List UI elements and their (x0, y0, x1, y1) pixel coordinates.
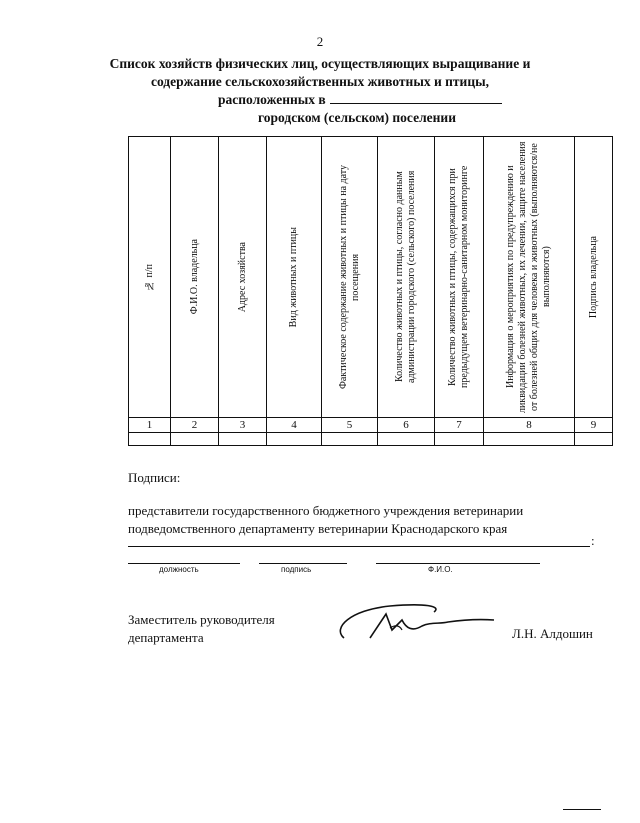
households-table (128, 136, 613, 446)
empty-cell (219, 433, 267, 446)
header-actual-keeping: Фактическое содержание животных и птицы на дату посещения (337, 164, 361, 390)
signature-colon: : (591, 533, 595, 548)
title-line-4: городском (сельском) поселении (258, 110, 456, 125)
title-line-3 (218, 92, 502, 108)
empty-cell (129, 433, 171, 446)
header-measures-info: Информация о мероприятиях по предупреждению и ликвидации болезней животных, их лечении, защите населения от болезней общих для человека и животных (выполняются/не выполняются) (505, 141, 552, 413)
representatives-line-1: представители государственного бюджетного учреждения ветеринарии (128, 503, 524, 518)
column-number: 2 (171, 418, 219, 433)
column-number: 1 (129, 418, 171, 433)
position-line (128, 563, 240, 564)
representatives-line-2: подведомственного департаменту ветеринарии Краснодарского края (128, 521, 508, 536)
empty-cell (322, 433, 378, 446)
table-number-row (129, 418, 613, 433)
column-number: 5 (322, 418, 378, 433)
column-number: 6 (378, 418, 435, 433)
column-number: 4 (267, 418, 322, 433)
header-cell (378, 137, 435, 418)
column-number: 3 (219, 418, 267, 433)
header-cell (484, 137, 575, 418)
header-owner-signature: Подпись владельца (587, 235, 599, 319)
fio-line (376, 563, 540, 564)
page-number: 2 (316, 34, 324, 49)
header-cell (322, 137, 378, 418)
caption-fio: Ф.И.О. (428, 565, 453, 574)
deputy-title-line-1: Заместитель руководителя (128, 612, 275, 627)
table-empty-row (129, 433, 613, 446)
empty-cell (575, 433, 613, 446)
header-address: Адрес хозяйства (236, 241, 248, 313)
header-cell (435, 137, 484, 418)
caption-position: должность (159, 565, 199, 574)
header-animal-type: Вид животных и птицы (288, 226, 299, 328)
column-number: 7 (435, 418, 484, 433)
empty-cell (484, 433, 575, 446)
signatures-label: Подписи: (128, 470, 181, 485)
column-number: 9 (575, 418, 613, 433)
settlement-blank (330, 92, 502, 104)
caption-signature: подпись (281, 565, 312, 574)
header-cell (219, 137, 267, 418)
empty-cell (378, 433, 435, 446)
title-line-1: Список хозяйств физических лиц, осуществляющих выращивание и (109, 56, 531, 71)
empty-cell (267, 433, 322, 446)
table-header-row (129, 137, 613, 418)
title-line-3-text: расположенных в (218, 92, 326, 107)
empty-cell (171, 433, 219, 446)
deputy-name: Л.Н. Алдошин (512, 626, 593, 641)
header-previous-count: Количество животных и птицы, содержащихся при предыдущем ветеринарно-санитарном мониторинге (447, 165, 470, 389)
title-line-2: содержание сельскохозяйственных животных и птицы, (150, 74, 490, 89)
deputy-title-line-2: департамента (128, 630, 204, 645)
handwritten-signature (330, 598, 500, 648)
header-owner-name: Ф.И.О. владельца (188, 239, 200, 315)
empty-cell (435, 433, 484, 446)
signature-line (259, 563, 347, 564)
header-cell (575, 137, 613, 418)
header-admin-count: Количество животных и птицы, согласно данным администрации городского (сельского) поселения (394, 170, 417, 384)
header-number: № п/п (143, 263, 155, 291)
header-cell (129, 137, 171, 418)
footer-mark (563, 809, 601, 810)
column-number: 8 (484, 418, 575, 433)
header-cell (267, 137, 322, 418)
header-cell (171, 137, 219, 418)
signature-fill-line (128, 546, 590, 547)
